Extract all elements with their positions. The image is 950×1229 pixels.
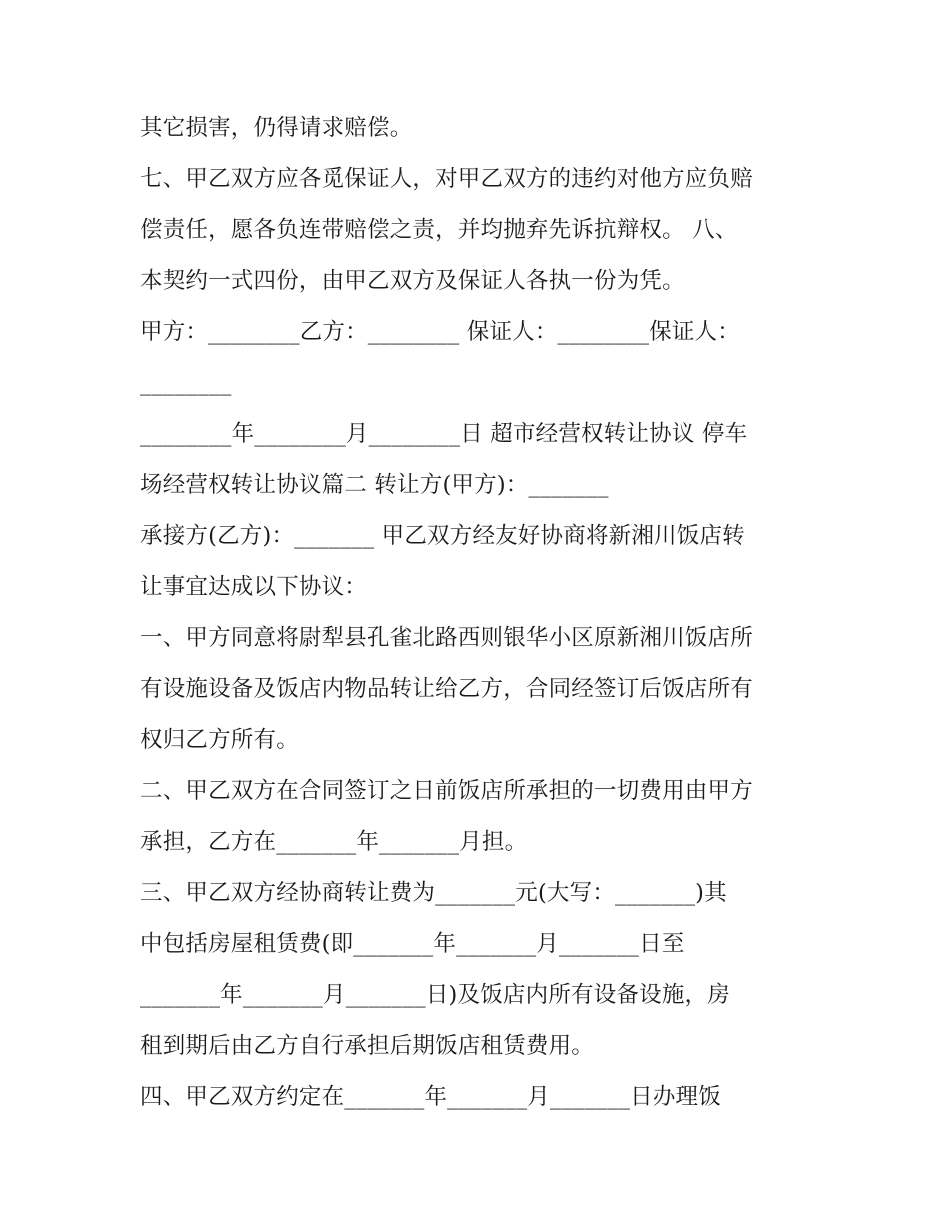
text-line: 承担，乙方在_______年_______月担。 [140, 829, 528, 855]
text-line: 其它损害，仍得请求赔偿。 [140, 115, 413, 141]
text-line: 承接方(乙方)：_______ 甲乙双方经友好协商将新湘川饭店转 [140, 523, 745, 549]
text-line: 本契约一式四份，由甲乙双方及保证人各执一份为凭。 [140, 268, 685, 294]
text-line: 有设施设备及饭店内物品转让给乙方，合同经签订后饭店所有 [140, 676, 753, 702]
text-line: _______年_______月_______日)及饭店内所有设备设施，房 [140, 982, 730, 1008]
text-line: 中包括房屋租赁费(即_______年_______月_______日至 [140, 931, 685, 957]
document-body [140, 108, 820, 1128]
text-line: 二、甲乙双方在合同签订之日前饭店所承担的一切费用由甲方 [140, 778, 753, 804]
text-line: 一、甲方同意将尉犁县孔雀北路西则银华小区原新湘川饭店所 [140, 625, 753, 651]
date-line: ________年________月________日 超市经营权转让协议 停车 [140, 421, 748, 447]
text-line: 三、甲乙双方经协商转让费为_______元(大写：_______)其 [140, 880, 727, 906]
text-line: 场经营权转让协议篇二 转让方(甲方)：_______ [140, 472, 609, 498]
text-line: 让事宜达成以下协议： [140, 574, 368, 600]
text-line: 权归乙方所有。 [140, 727, 299, 753]
signature-line: ________ [140, 370, 232, 396]
signature-line: 甲方：________乙方：________ 保证人：________保证人： [140, 319, 740, 345]
text-line: 七、甲乙双方应各觅保证人，对甲乙双方的违约对他方应负赔 [140, 166, 753, 192]
text-line: 租到期后由乙方自行承担后期饭店租赁费用。 [140, 1033, 595, 1059]
text-line: 偿责任，愿各负连带赔偿之责，并均抛弃先诉抗辩权。 八、 [140, 217, 738, 243]
text-line: 四、甲乙双方约定在_______年_______月_______日办理饭 [140, 1084, 721, 1110]
